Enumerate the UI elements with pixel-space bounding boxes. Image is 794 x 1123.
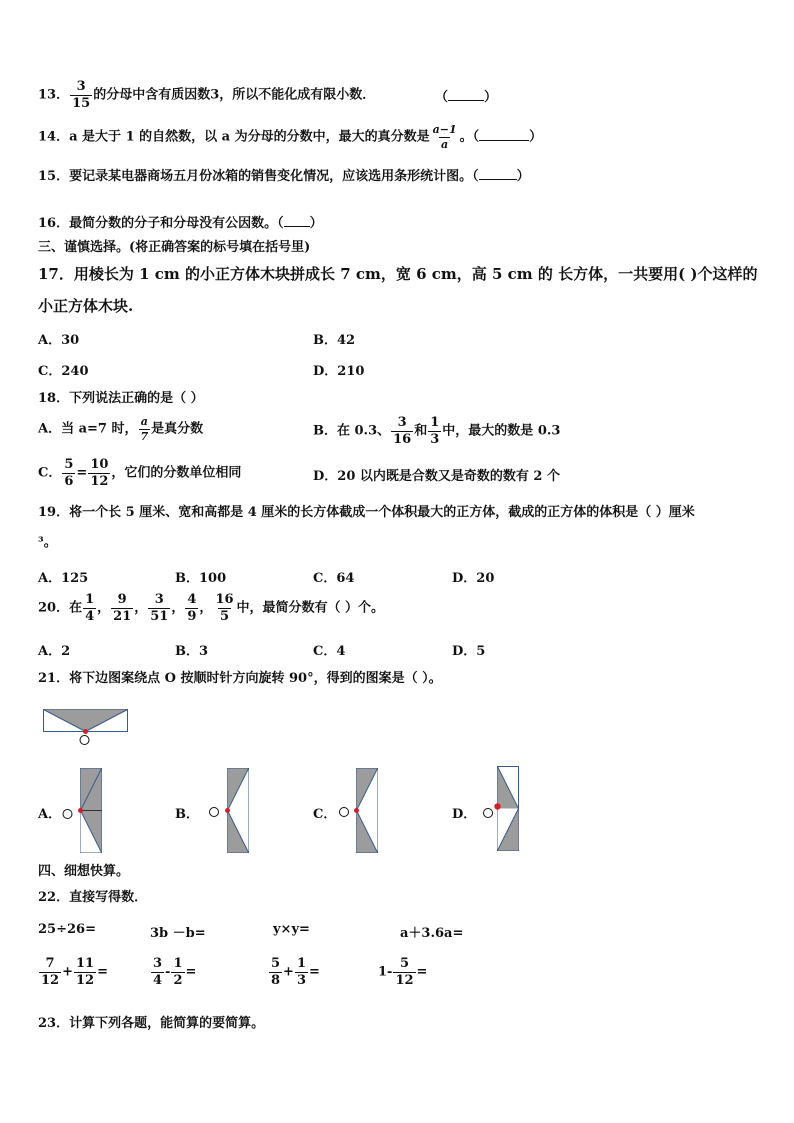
q21-option-d-figure[interactable] (478, 766, 522, 854)
question-18: 18．下列说法正确的是（ ） (38, 391, 204, 406)
question-23: 23．计算下列各题，能简算的要简算。 (38, 1016, 265, 1031)
question-22: 22．直接写得数． (38, 890, 148, 905)
question-15: 15．要记录某电器商场五月份冰箱的销售变化情况，应该选用条形统计图。（ ） (38, 169, 530, 184)
calc-fraction-3[interactable]: $\frac{5}{8}$ + $\frac{1}{3}$ = (271, 956, 320, 988)
q21-option-a-label[interactable]: A． (38, 807, 62, 822)
fraction-a-minus-1-over-a: $\frac{a-1}{a}$ (432, 123, 457, 151)
q18-option-b[interactable]: B．在 0.3、 $\frac{3}{16}$ 和 $\frac{1}{3}$ 中，最大的数是 0.3 (313, 415, 561, 447)
q21-option-a-figure[interactable] (62, 768, 104, 854)
q21-original-figure (43, 709, 131, 747)
answer-blank[interactable] (479, 129, 529, 141)
q20-option-d[interactable]: D．5 (452, 644, 486, 659)
q18-option-a[interactable]: A．当 a=7 时， $\frac{a}{7}$ 是真分数 (38, 415, 204, 443)
fraction-3-15: $\frac{3}{15}$ (72, 79, 91, 111)
section-4-heading: 四、细想快算。 (38, 864, 130, 879)
answer-blank[interactable] (448, 89, 484, 101)
calc-y-times-y[interactable]: y×y= (273, 922, 310, 937)
q21-option-c-figure[interactable] (337, 768, 381, 854)
question-16: 16．最简分数的分子和分母没有公因数。（ ） (38, 216, 323, 231)
question-21: 21．将下边图案绕点 O 按顺时针方向旋转 90°，得到的图案是（ ）。 (38, 671, 442, 686)
q21-option-c-label[interactable]: C． (313, 807, 337, 822)
q17-option-c[interactable]: C．240 (38, 364, 89, 379)
calc-fraction-4[interactable]: 1- $\frac{5}{12}$ = (378, 956, 428, 988)
calc-fraction-1[interactable]: $\frac{7}{12}$ + $\frac{11}{12}$ = (41, 956, 108, 988)
q17-option-a[interactable]: A．30 (38, 333, 80, 348)
question-14: 14．a 是大于 1 的自然数，以 a 为分母的分数中，最大的真分数是 $\frac{a-1}{a}$ 。（ ） (38, 123, 543, 151)
answer-paren-13[interactable]: （ ） (435, 90, 498, 105)
question-number: 13． (38, 87, 70, 103)
q21-option-b-label[interactable]: B． (175, 807, 199, 822)
question-13: 13． $\frac{3}{15}$ 的分母中含有质因数3，所以不能化成有限小数． (38, 79, 376, 111)
calc-3b-minus-b[interactable]: 3b －b= (150, 926, 206, 941)
answer-blank[interactable] (479, 168, 517, 180)
section-3-heading: 三、谨慎选择。(将正确答案的标号填在括号里) (38, 240, 311, 255)
q18-option-d[interactable]: D．20 以内既是合数又是奇数的数有 2 个 (313, 469, 560, 484)
question-19-line1: 19．将一个长 5 厘米、宽和高都是 4 厘米的长方体截成一个体积最大的正方体，截成的正方体的体积是（ ）厘米 (38, 505, 695, 520)
q17-option-b[interactable]: B．42 (313, 333, 356, 348)
calc-a-plus-3-6a[interactable]: a＋3.6a= (400, 926, 464, 941)
q20-option-a[interactable]: A．2 (38, 644, 71, 659)
q19-option-b[interactable]: B．100 (175, 571, 227, 586)
q18-option-c[interactable]: C． $\frac{5}{6}$ = $\frac{10}{12}$ ，它们的分数单位相同 (38, 457, 242, 489)
question-17-line2: 小正方体木块. (38, 297, 134, 315)
q19-option-a[interactable]: A．125 (38, 571, 89, 586)
q20-option-b[interactable]: B．3 (175, 644, 209, 659)
question-19-line2: ³。 (38, 535, 57, 550)
q19-option-c[interactable]: C．64 (313, 571, 355, 586)
calc-25-div-26[interactable]: 25÷26= (38, 922, 96, 937)
answer-blank[interactable] (284, 215, 310, 227)
q21-option-d-label[interactable]: D． (452, 807, 477, 822)
q19-option-d[interactable]: D．20 (452, 571, 495, 586)
calc-fraction-2[interactable]: $\frac{3}{4}$ - $\frac{1}{2}$ = (153, 956, 197, 988)
q21-option-b-figure[interactable] (208, 768, 252, 854)
q20-option-c[interactable]: C．4 (313, 644, 346, 659)
q17-option-d[interactable]: D．210 (313, 364, 365, 379)
question-20: 20．在 $\frac{1}{4}$ ， $\frac{9}{21}$ ， $\frac{3}{51}$ ， $\frac{4}{9}$ ， $\frac{16}{5}$ 中，最简分数有（ ）个。 (38, 592, 385, 624)
question-17-line1: 17．用棱长为 1 cm 的小正方体木块拼成长 7 cm，宽 6 cm，高 5 cm 的 长方体，一共要用( )个这样的 (38, 265, 758, 283)
